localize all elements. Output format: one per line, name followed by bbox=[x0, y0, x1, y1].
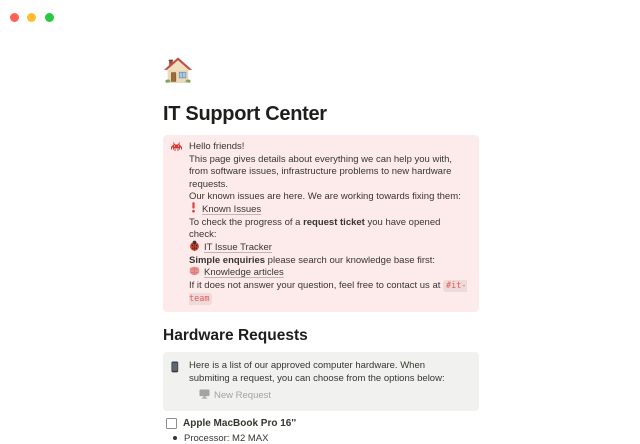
todo-label: Apple MacBook Pro 16'' bbox=[183, 417, 297, 429]
desktop-computer-icon bbox=[199, 389, 210, 404]
close-window-button[interactable] bbox=[10, 13, 19, 22]
hardware-callout-text: Here is a list of our approved computer hardware. When submiting a request, you can choose from the options below: bbox=[189, 360, 445, 384]
page-content bbox=[163, 55, 479, 444]
lady-beetle-icon bbox=[189, 240, 200, 256]
zoom-window-button[interactable] bbox=[45, 13, 54, 22]
knowledge-articles-link-label[interactable]: Knowledge articles bbox=[204, 267, 284, 279]
exclamation-mark-icon bbox=[189, 202, 198, 218]
known-issues-link[interactable] bbox=[189, 204, 467, 217]
known-issues-link-label[interactable]: Known Issues bbox=[202, 203, 262, 215]
new-request-button-label[interactable]: New Request bbox=[214, 390, 272, 401]
bullet-text: Processor: M2 MAX bbox=[184, 432, 269, 444]
contact-line: If it does not answer your question, feel free to contact us at #it-team bbox=[189, 280, 467, 304]
knowledge-articles-link[interactable] bbox=[189, 267, 467, 280]
bullet-item-processor bbox=[163, 433, 479, 444]
minimize-window-button[interactable] bbox=[27, 13, 36, 22]
mobile-phone-icon bbox=[171, 360, 183, 404]
it-issue-tracker-link[interactable] bbox=[189, 242, 467, 255]
brain-icon bbox=[189, 266, 200, 281]
space-invader-icon bbox=[171, 141, 183, 305]
known-issues-intro-text: Our known issues are here. We are working towards fixing them: bbox=[189, 191, 461, 202]
todo-item-macbook bbox=[163, 418, 479, 429]
todo-checkbox[interactable] bbox=[166, 418, 177, 429]
hardware-callout bbox=[163, 352, 479, 411]
info-callout bbox=[163, 135, 479, 312]
it-issue-tracker-link-label[interactable]: IT Issue Tracker bbox=[204, 241, 272, 253]
page-title: IT Support Center bbox=[163, 103, 327, 125]
window-titlebar bbox=[0, 0, 640, 22]
intro-text: This page gives details about everything we can help you with, from software issues, infrastructure problems to new hardware requests. bbox=[189, 153, 452, 190]
hardware-requests-heading: Hardware Requests bbox=[163, 327, 308, 344]
enquiries-line: Simple enquiries please search our knowledge base first: bbox=[189, 254, 436, 266]
bullet-dot bbox=[173, 436, 177, 440]
house-icon[interactable] bbox=[163, 55, 193, 85]
new-request-button[interactable] bbox=[199, 389, 271, 404]
ticket-line: To check the progress of a request ticket you have opened check: bbox=[189, 216, 441, 240]
greeting-text: Hello friends! bbox=[189, 141, 245, 152]
it-team-code-chip: #it-team bbox=[189, 281, 467, 304]
